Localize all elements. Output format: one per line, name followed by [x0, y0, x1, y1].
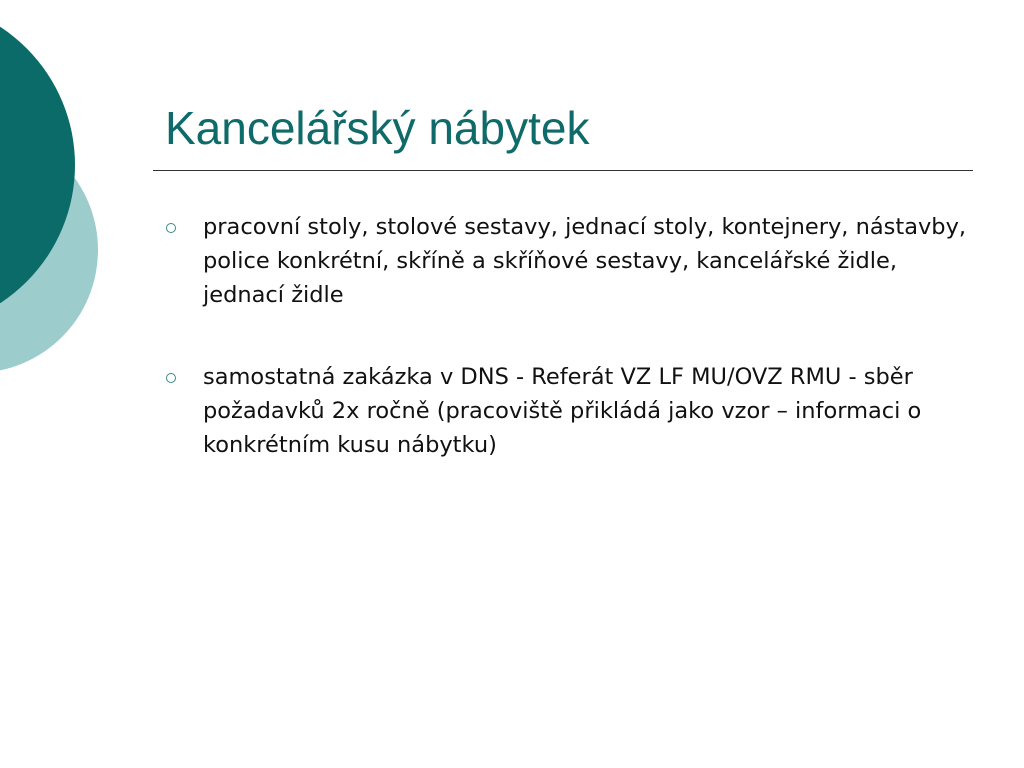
bullet-text: pracovní stoly, stolové sestavy, jednací stoly, kontejnery, nástavby, police konkrétní, skříně a skříňové sestavy, kancelářské židle, jednací židle — [203, 214, 967, 308]
hollow-circle-bullet-icon — [166, 223, 176, 233]
bullet-item — [162, 360, 972, 462]
bullet-text: samostatná zakázka v DNS - Referát VZ LF MU/OVZ RMU - sběr požadavků 2x ročně (pracoviště přikládá jako vzor – informaci o konkrétním kusu nábytku) — [203, 364, 922, 458]
decorative-circles — [0, 0, 110, 410]
bullet-item — [162, 210, 972, 312]
title-divider — [153, 170, 973, 171]
bullet-list — [162, 210, 972, 462]
hollow-circle-bullet-icon — [166, 373, 176, 383]
slide-title: Kancelářský nábytek — [165, 102, 590, 154]
